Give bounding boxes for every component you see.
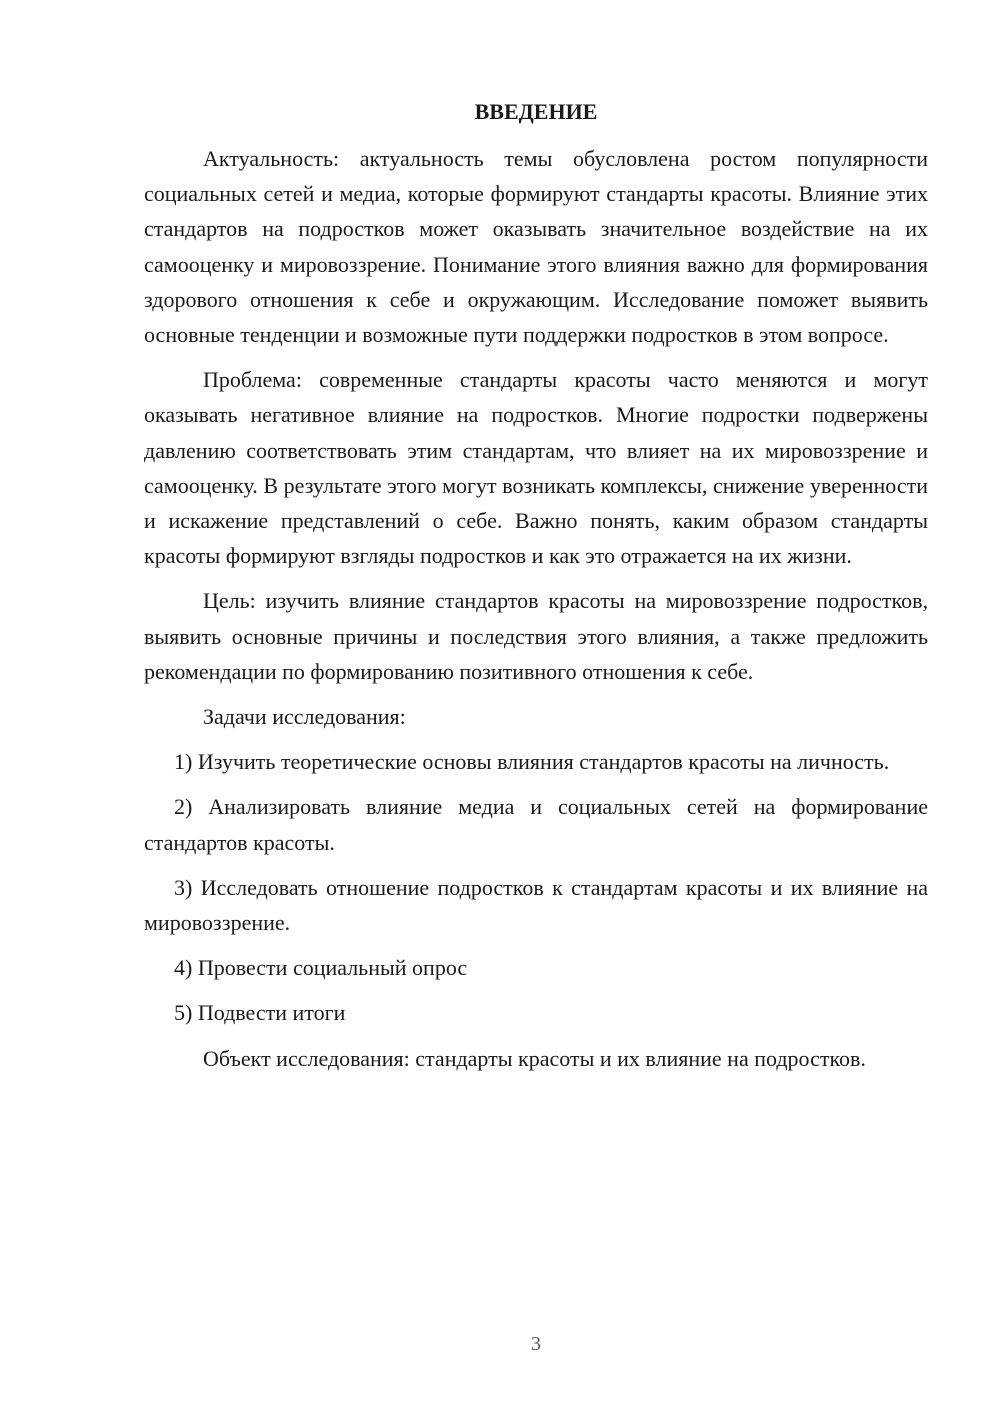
paragraph-goal: Цель: изучить влияние стандартов красоты на мировоззрение подростков, выявить основные причины и последствия этого влияния, а также предложить рекомендации по формированию позитивного отношения к себе.: [144, 588, 928, 684]
task-item-5: 5) Подвести итоги: [174, 1000, 346, 1026]
task-item-4: 4) Провести социальный опрос: [174, 955, 468, 981]
paragraph-problem: Проблема: современные стандарты красоты часто меняются и могут оказывать негативное влияние на подростков. Многие подростки подвержены давлению соответствовать этим стандартам, что влияет на их мировоззрение и самооценку. В результате этого могут возникать комплексы, снижение уверенности и искажение представлений о себе. Важно понять, каким образом стандарты красоты формируют взгляды подростков и как это отражается на их жизни.: [144, 367, 928, 569]
page-number: 3: [531, 1333, 541, 1355]
paragraph-relevance: Актуальность: актуальность темы обусловлена ростом популярности социальных сетей и медиа, которые формируют стандарты красоты. Влияние этих стандартов на подростков может оказывать значительное воздействие на их самооценку и мировоззрение. Понимание этого влияния важно для формирования здорового отношения к себе и окружающим. Исследование поможет выявить основные тенденции и возможные пути поддержки подростков в этом вопросе.: [144, 146, 928, 348]
task-item-2: 2) Анализировать влияние медиа и социальных сетей на формирование стандартов красоты.: [144, 794, 928, 855]
tasks-heading: Задачи исследования:: [203, 704, 406, 730]
page-content: [144, 94, 928, 1076]
task-item-1: 1) Изучить теоретические основы влияния стандартов красоты на личность.: [174, 749, 890, 775]
paragraph-object: Объект исследования: стандарты красоты и их влияние на подростков.: [203, 1045, 866, 1071]
section-title: ВВЕДЕНИЕ: [474, 99, 598, 124]
task-item-3: 3) Исследовать отношение подростков к стандартам красоты и их влияние на мировоззрение.: [144, 874, 928, 936]
